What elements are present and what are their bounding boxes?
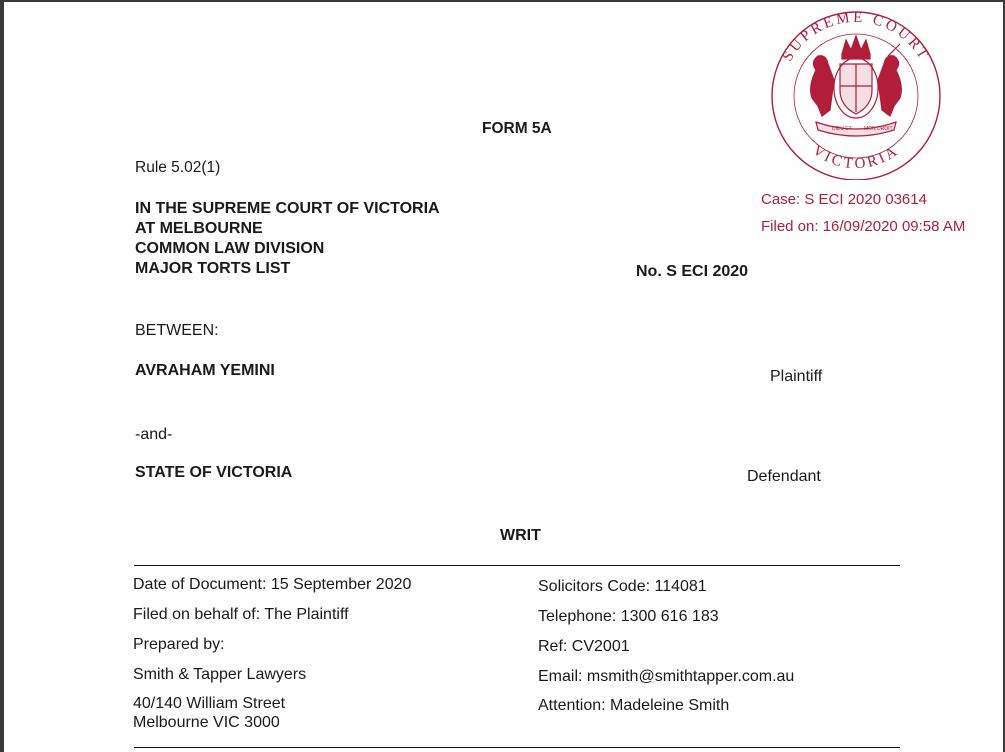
seal-motto-left: DIEU ET bbox=[832, 126, 852, 132]
court-line-3: COMMON LAW DIVISION bbox=[135, 240, 325, 257]
plaintiff-role: Plaintiff bbox=[770, 368, 823, 385]
divider-bottom bbox=[134, 747, 900, 748]
document-page bbox=[4, 2, 1003, 752]
date-of-document: Date of Document: 15 September 2020 bbox=[133, 576, 412, 593]
plaintiff-name: AVRAHAM YEMINI bbox=[135, 362, 275, 379]
prepared-by: Prepared by: bbox=[133, 636, 225, 653]
firm-name: Smith & Tapper Lawyers bbox=[133, 666, 307, 683]
court-crest-icon bbox=[760, 10, 952, 180]
supreme-court-seal bbox=[760, 10, 952, 180]
case-number: No. S ECI 2020 bbox=[636, 263, 749, 280]
defendant-name: STATE OF VICTORIA bbox=[135, 464, 293, 481]
and-separator: -and- bbox=[135, 426, 173, 443]
stamp-filed-on: Filed on: 16/09/2020 09:58 AM bbox=[761, 218, 966, 235]
between-label: BETWEEN: bbox=[135, 322, 219, 339]
seal-top-text: SUPREME COURT bbox=[779, 10, 933, 65]
address-line-1: 40/140 William Street bbox=[133, 695, 286, 712]
email: Email: msmith@smithtapper.com.au bbox=[538, 668, 795, 685]
stamp-case-number: Case: S ECI 2020 03614 bbox=[761, 191, 927, 208]
solicitors-code: Solicitors Code: 114081 bbox=[538, 578, 707, 595]
telephone: Telephone: 1300 616 183 bbox=[538, 608, 719, 625]
filed-on-behalf: Filed on behalf of: The Plaintiff bbox=[133, 606, 349, 623]
reference: Ref: CV2001 bbox=[538, 638, 630, 655]
seal-motto-right: MON DROIT bbox=[864, 126, 893, 132]
address-line-2: Melbourne VIC 3000 bbox=[133, 714, 280, 731]
document-type: WRIT bbox=[500, 527, 541, 544]
attention: Attention: Madeleine Smith bbox=[538, 697, 730, 714]
court-line-4: MAJOR TORTS LIST bbox=[135, 260, 291, 277]
court-line-2: AT MELBOURNE bbox=[135, 220, 263, 237]
divider-top bbox=[134, 565, 900, 566]
rule-reference: Rule 5.02(1) bbox=[135, 159, 221, 176]
seal-bottom-text: VICTORIA bbox=[809, 142, 903, 173]
defendant-role: Defendant bbox=[747, 468, 821, 485]
form-title: FORM 5A bbox=[482, 120, 552, 137]
court-line-1: IN THE SUPREME COURT OF VICTORIA bbox=[135, 200, 440, 217]
